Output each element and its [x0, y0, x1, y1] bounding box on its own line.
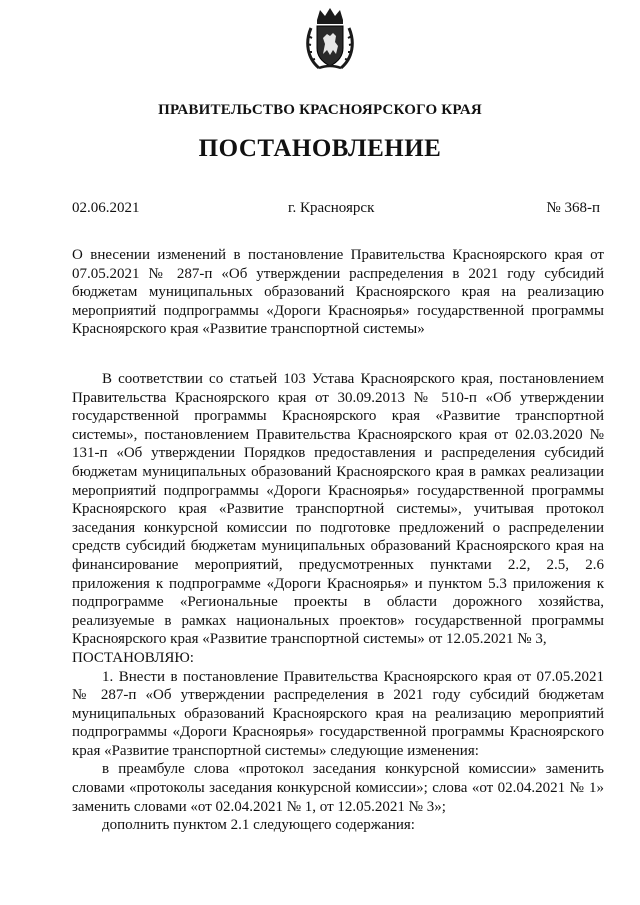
document-number: № 368-п	[546, 200, 600, 216]
organization-name: ПРАВИТЕЛЬСТВО КРАСНОЯРСКОГО КРАЯ	[158, 102, 482, 118]
preamble-paragraph: В соответствии со статьей 103 Устава Красноярского края, постановлением Правительства Красноярского края от 30.09.2013 № 510-п «Об утверждении государственной программы Красноярского края «Развитие транспортной системы», постановлением Правительства Красноярского края от 02.03.2020 № 131-п «Об утверждении Порядков предоставления и распределения субсидий бюджетам муниципальных образований Красноярского края в рамках реализации мероприятий подпрограммы «Дороги Красноярья» государственной программы Красноярского края «Развитие транспортной системы», учитывая протокол заседания конкурсной комиссии по подготовке предложений о распределении средств субсидий бюджетам муниципальных образований Красноярского края на финансирование мероприятий, предусмотренных пунктами 2.2, 2.5, 2.6 приложения к подпрограмме «Дороги Красноярья» и пунктом 5.3 приложения к подпрограмме «Региональные проекты в области дорожного хозяйства, реализуемые в рамках национальных проектов» государственной программы Красноярского края «Развитие транспортной системы» от 12.05.2021 № 3,	[72, 371, 604, 648]
document-city: г. Красноярск	[288, 200, 375, 216]
document-type-title: ПОСТАНОВЛЕНИЕ	[198, 135, 442, 162]
document-date: 02.06.2021	[72, 200, 140, 216]
coat-of-arms-icon	[305, 6, 355, 72]
document-subject: О внесении изменений в постановление Правительства Красноярского края от 07.05.2021 № 287-п «Об утверждении распределения в 2021 году субсидий бюджетам муниципальных образований Красноярского края на реализацию мероприятий подпрограммы «Дороги Красноярья» государственной программы Красноярского края «Развитие транспортной системы»	[72, 247, 604, 338]
document-body	[72, 370, 604, 835]
resolve-heading: ПОСТАНОВЛЯЮ:	[72, 649, 194, 666]
change-1-paragraph: в преамбуле слова «протокол заседания конкурсной комиссии» заменить словами «протоколы заседания конкурсной комиссии»; слова «от 02.04.2021 № 1» заменить словами «от 02.04.2021 № 1, от 12.05.2021 № 3»;	[72, 761, 604, 815]
item-1-paragraph: 1. Внести в постановление Правительства Красноярского края от 07.05.2021 № 287-п «Об утверждении распределения в 2021 году субсидий бюджетам муниципальных образований Красноярского края на реализацию мероприятий подпрограммы «Дороги Красноярья» государственной программы Красноярского края «Развитие транспортной системы» следующие изменения:	[72, 668, 604, 759]
change-2-paragraph: дополнить пунктом 2.1 следующего содержания:	[102, 817, 415, 834]
